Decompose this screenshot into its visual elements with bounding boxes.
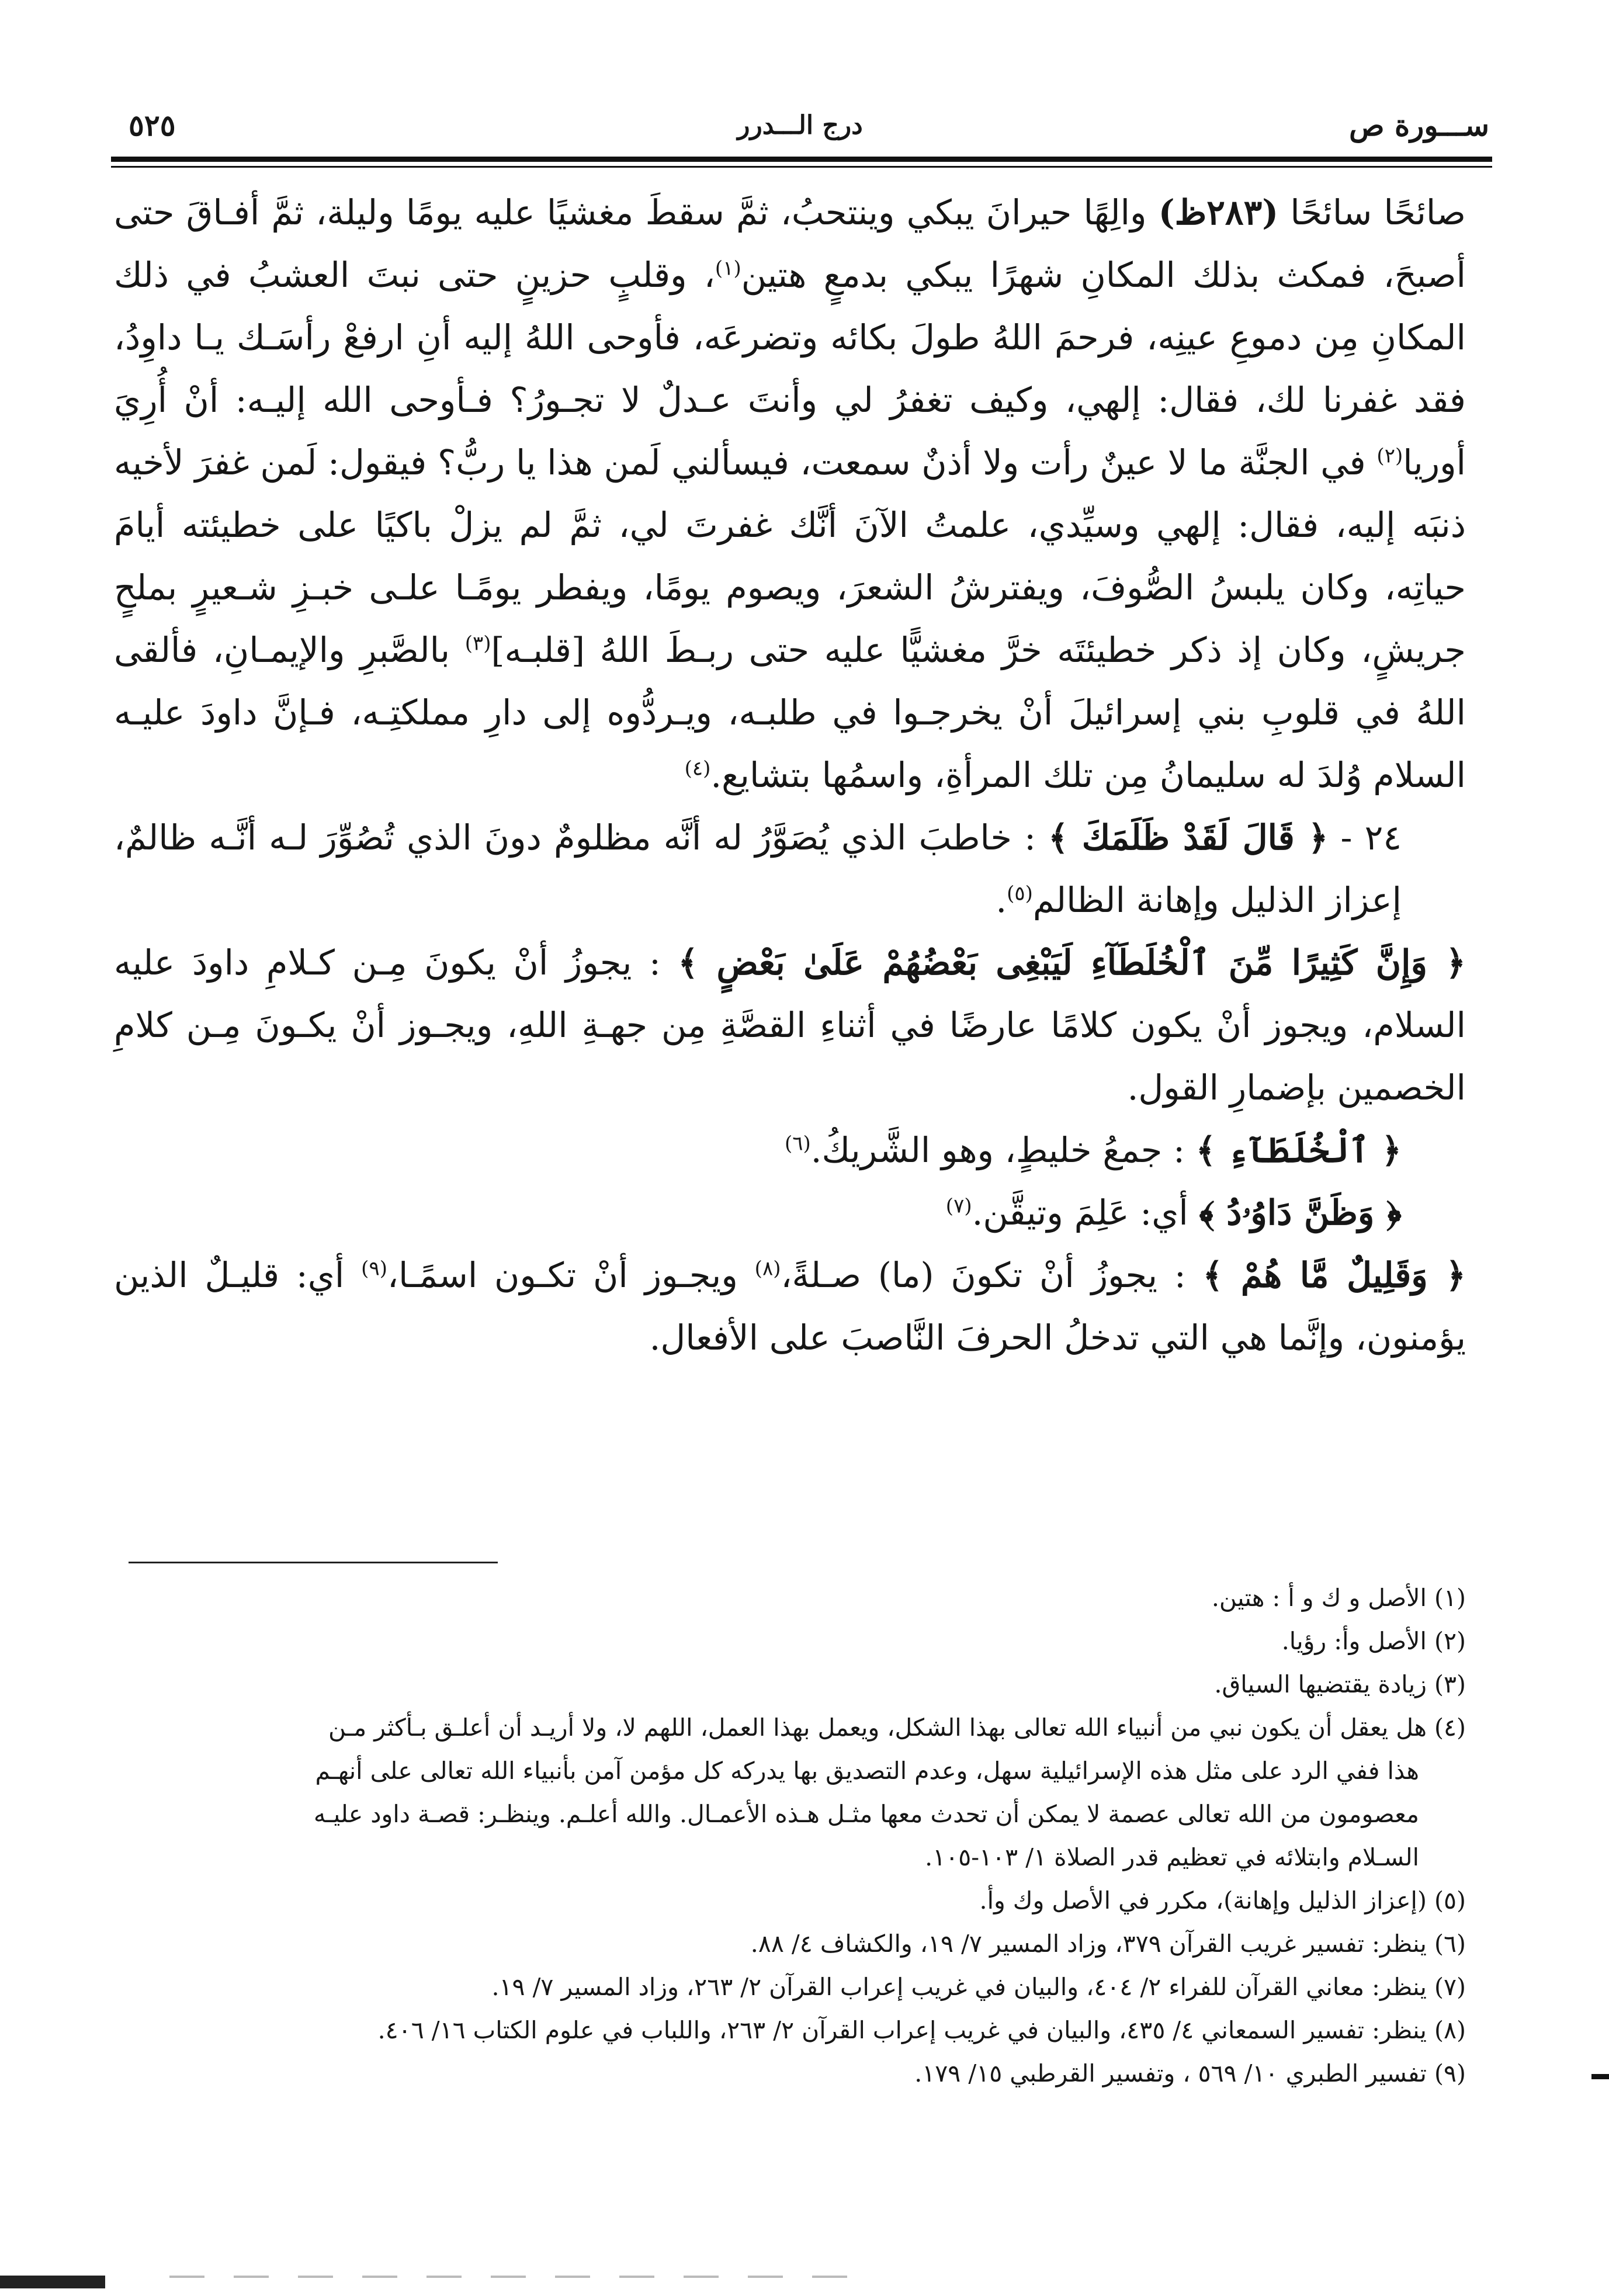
quran-quote: ﴿ ٱلْخُلَطَآءِ ﴾ (1195, 1130, 1402, 1170)
running-header (111, 108, 1489, 150)
text-run: صائحًا سائحًا (1278, 192, 1466, 233)
footnote-4-continued: معصومون من الله تعالى عصمة لا يمكن أن تحدث معها مثـل هـذه الأعمـال. والله أعلـم. وينظـر: قصـة داود عليـه (313, 1800, 1419, 1828)
footnote-separator (129, 1562, 498, 1563)
text-run: ، وقلبٍ حزينٍ حتى نبتَ العشبُ في ذلك المكانِ مِن دموعِ عينِه، فرحمَ اللهُ طولَ بكائه وتضرعَه، فأوحى اللهُ إليه أنِ ارفعْ رأسَـك يـا داوِدُ، فقد غفرنا لك، فقال: إلهي، وكيف تغفرُ لي وأنتَ عـدلٌ لا تجـورُ؟ فـأوحى الله إليـه: أنْ أُرِيَ أوريا (114, 255, 1466, 483)
footnote-4: (٤) هل يعقل أن يكون نبي من أنبياء الله تعالى بهذا الشكل، ويعمل بهذا العمل، اللهم لا، ولا أريـد أن أعلـق بـأكثر مـن (328, 1714, 1466, 1742)
footnote-ref-2: (٢) (1376, 444, 1403, 468)
main-text (114, 181, 1466, 1369)
text-run: . (996, 880, 1007, 920)
footnote-7: (٧) ينظر: معاني القرآن للفراء ٢/ ٤٠٤، والبيان في غريب إعراب القرآن ٢/ ٢٦٣، وزاد المسير ٧/ ١٩. (491, 1973, 1466, 2001)
text-run: : جمعُ خليطٍ، وهو الشَّريكُ. (810, 1130, 1196, 1170)
text-run: ويجـوز أنْ تكـون اسمًـا، (387, 1255, 755, 1295)
footnote-ref-4: (٤) (684, 757, 711, 781)
verse-number: ٢٤ - (1328, 817, 1402, 858)
text-run: أي: قليـلٌ الذين يؤمنون، وإنَّما هي التي تدخلُ الحرفَ النَّاصبَ على الأفعال. (114, 1255, 1466, 1358)
footnote-ref-3: (٣) (464, 632, 491, 655)
footnote-4-continued: هذا ففي الرد على مثل هذه الإسرائيلية سهل، وعدم التصديق بها يدركه كل مؤمن آمن بأنبياء الله تعالى على أنهـم (315, 1757, 1419, 1785)
text-run: بالصَّبرِ والإيمـانِ، فألقى اللهُ في قلوبِ بني إسرائيلَ أنْ يخرجـوا في طلبـه، ويـردُّوه إلى دارِ مملكتِـه، فـإنَّ داودَ عليـه السلام وُلدَ له سليمانُ مِن تلك المرأةِ، واسمُها بتشايع. (114, 630, 1466, 795)
footnote-4-continued: السـلام وابتلائه في تعظيم قدر الصلاة ١/ ١٠٣-١٠٥. (925, 1843, 1419, 1871)
footnote-8: (٨) ينظر: تفسير السمعاني ٤/ ٤٣٥، والبيان في غريب إعراب القرآن ٢/ ٢٦٣، واللباب في علوم الكتاب ١٦/ ٤٠٦. (377, 2016, 1466, 2044)
text-run: : يجوزُ أنْ تكونَ (ما) صـلةً، (781, 1255, 1203, 1295)
header-surah-title: ســـورة ص (1349, 108, 1489, 143)
footnote-6: (٦) ينظر: تفسير غريب القرآن ٣٧٩، وزاد المسير ٧/ ١٩، والكشاف ٤/ ٨٨. (750, 1930, 1466, 1958)
paragraph-david-story (114, 181, 1466, 806)
footnote-ref-8: (٨) (754, 1257, 781, 1281)
scan-artifact-line (169, 2276, 871, 2278)
scan-edge-mark (1591, 2074, 1609, 2079)
header-book-title: درج الـــدرر (737, 110, 863, 140)
text-run: أي: عَلِمَ وتيقَّن. (972, 1192, 1199, 1233)
footnotes (117, 1576, 1466, 2095)
text-run: في الجنَّة ما لا عينٌ رأت ولا أذنٌ سمعت، فيسألني لَمن هذا يا ربُّ؟ فيقول: لَمن غفرَ لأخيه ذنبَه إليه، فقال: إلهي وسيِّدي، علمتُ الآنَ أنَّك غفرتَ لي، ثمَّ لم يزلْ باكيًا على خطيئته أيامَ حياتِه، وكان يلبسُ الصُّوفَ، ويفترشُ الشعرَ، ويصوم يومًا، ويفطر يومًـا علـى خبـزِ شـعيرٍ بملحٍ جريشٍ، وكان إذ ذكر خطيئتَه خرَّ مغشيًّا عليه حتى ربـطَ اللهُ [قلبـه] (114, 442, 1466, 670)
paragraph-qalil (114, 1244, 1466, 1369)
manuscript-folio-marker: (٢٨٣ظ) (1158, 192, 1279, 233)
paragraph-zanna (114, 1181, 1466, 1244)
footnote-ref-5: (٥) (1007, 882, 1033, 906)
footnote-1: (١) الأصل و ك و أ : هتين. (1211, 1584, 1466, 1612)
text-run: : خاطبَ الذي يُصَوَّرُ له أنَّه مظلومٌ دونَ الذي تُصُوِّرَ لـه أنَّـه ظالمٌ، إعزاز الذليل وإهانة الظالم (114, 817, 1402, 920)
text-run: والِهًا حيرانَ يبكي وينتحبُ، ثمَّ سقطَ مغشيًا عليه يومًا وليلة، ثمَّ أفـاقَ حتى أصبحَ، فمكث بذلك المكانِ شهرًا يبكي بدمعٍ هتين (114, 192, 1466, 295)
footnote-2: (٢) الأصل وأ: رؤيا. (1281, 1627, 1466, 1655)
quran-quote: ﴿ قَالَ لَقَدْ ظَلَمَكَ ﴾ (1048, 817, 1329, 858)
text-run: : يجوزُ أنْ يكونَ مِـن كـلامِ داودَ عليه السلام، ويجوز أنْ يكون كلامًا عارضًا في أثناءِ القصَّةِ مِن جهـةِ اللهِ، ويجـوز أنْ يكـونَ مِـن كلامِ الخصمين بإضمارِ القول. (114, 942, 1466, 1108)
footnote-ref-9: (٩) (361, 1257, 387, 1281)
footnote-ref-6: (٦) (784, 1132, 811, 1156)
quran-quote: ﴿ وَقَلِيلٌ مَّا هُمْ ﴾ (1202, 1255, 1466, 1295)
footnote-9: (٩) تفسير الطبري ١٠/ ٥٦٩ ، وتفسير القرطبي ١٥/ ١٧٩. (914, 2059, 1466, 2087)
quran-quote: ﴿ وَظَنَّ دَاوُۥدُ ﴾ (1199, 1192, 1402, 1233)
quran-quote: ﴿ وَإِنَّ كَثِيرًا مِّنَ ٱلْخُلَطَآءِ لَيَبْغِى بَعْضُهُمْ عَلَىٰ بَعْضٍ ﴾ (678, 942, 1466, 983)
footnote-ref-7: (٧) (945, 1194, 972, 1218)
header-rule-thin (111, 166, 1492, 168)
footnote-5: (٥) (إعزاز الذليل وإهانة)، مكرر في الأصل وك وأ. (979, 1886, 1466, 1915)
paragraph-khulata-definition (114, 1119, 1466, 1181)
paragraph-verse-24 (114, 806, 1466, 931)
paragraph-khulata (114, 931, 1466, 1119)
scan-smudge (0, 2276, 105, 2288)
footnote-3: (٣) زيادة يقتضيها السياق. (1214, 1670, 1466, 1698)
footnote-ref-1: (١) (715, 256, 741, 280)
page-number: ٥٢٥ (129, 108, 176, 143)
header-rule-thick (111, 157, 1492, 162)
